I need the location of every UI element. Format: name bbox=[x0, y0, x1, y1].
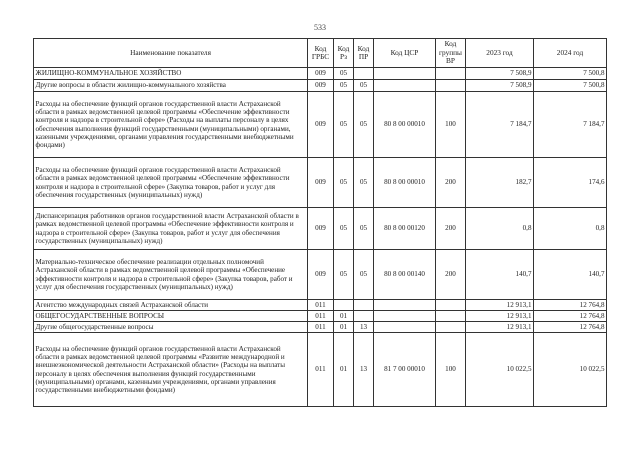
row-csr: 81 7 00 00010 bbox=[374, 333, 436, 407]
row-csr bbox=[374, 322, 436, 333]
row-rz: 05 bbox=[334, 158, 354, 208]
row-vr: 100 bbox=[436, 333, 466, 407]
row-csr bbox=[374, 68, 436, 80]
row-grbs: 009 bbox=[308, 68, 334, 80]
row-2023: 12 913,1 bbox=[466, 311, 534, 322]
row-rz: 05 bbox=[334, 92, 354, 158]
row-name: Расходы на обеспечение функций органов государственной власти Астраханской области в рамках ведомственной целевой программы «Обеспечение эффективности контроля и надзора в строительной сфере» (Закупка товаров, работ и услуг для обеспечения государственных (муниципальных) нужд) bbox=[34, 158, 308, 208]
row-name: Материально-техническое обеспечение реализации отдельных полномочий Астраханской области в рамках ведомственной целевой программы «Обеспечение эффективности контроля и надзора в строительной сфере» (Закупка товаров, работ и услуг для обеспечения государственных (муниципальных) нужд) bbox=[34, 250, 308, 300]
row-grbs: 011 bbox=[308, 311, 334, 322]
table-row bbox=[34, 333, 607, 407]
row-pr: 13 bbox=[354, 333, 374, 407]
row-csr: 80 8 00 00010 bbox=[374, 158, 436, 208]
row-2024: 7 500,8 bbox=[534, 80, 607, 92]
row-grbs: 009 bbox=[308, 208, 334, 250]
row-csr: 80 8 00 00140 bbox=[374, 250, 436, 300]
row-2023: 7 508,9 bbox=[466, 80, 534, 92]
table-row bbox=[34, 322, 607, 333]
row-name: Расходы на обеспечение функций органов государственной власти Астраханской области в рамках ведомственной целевой программы «Развитие международной и внешнеэкономической деятельности Астраханской области» (Расходы на выплаты персоналу в целях обеспечения выполнения функций государственными (муниципальными) органами, казенными учреждениями, органами управления государственными внебюджетными фондами) bbox=[34, 333, 308, 407]
row-pr bbox=[354, 68, 374, 80]
row-vr bbox=[436, 322, 466, 333]
row-csr: 80 8 00 00010 bbox=[374, 92, 436, 158]
table-row bbox=[34, 208, 607, 250]
row-pr: 05 bbox=[354, 92, 374, 158]
row-rz: 01 bbox=[334, 333, 354, 407]
row-pr: 05 bbox=[354, 208, 374, 250]
table-row bbox=[34, 80, 607, 92]
table-row bbox=[34, 250, 607, 300]
row-vr bbox=[436, 300, 466, 311]
header-row bbox=[34, 39, 607, 68]
row-2024: 12 764,8 bbox=[534, 311, 607, 322]
row-2023: 7 508,9 bbox=[466, 68, 534, 80]
row-vr bbox=[436, 311, 466, 322]
row-2024: 12 764,8 bbox=[534, 322, 607, 333]
row-pr bbox=[354, 300, 374, 311]
row-pr: 13 bbox=[354, 322, 374, 333]
row-vr bbox=[436, 68, 466, 80]
header-2024: 2024 год bbox=[534, 39, 607, 68]
row-name: Агентство международных связей Астраханской области bbox=[34, 300, 308, 311]
row-grbs: 009 bbox=[308, 158, 334, 208]
row-name: ОБЩЕГОСУДАРСТВЕННЫЕ ВОПРОСЫ bbox=[34, 311, 308, 322]
row-2024: 140,7 bbox=[534, 250, 607, 300]
row-name: Другие вопросы в области жилищно-коммунального хозяйства bbox=[34, 80, 308, 92]
row-2024: 7 500,8 bbox=[534, 68, 607, 80]
table-row bbox=[34, 158, 607, 208]
header-pr: Код ПР bbox=[354, 39, 374, 68]
row-csr bbox=[374, 311, 436, 322]
row-2023: 12 913,1 bbox=[466, 322, 534, 333]
row-rz: 05 bbox=[334, 80, 354, 92]
table-row bbox=[34, 311, 607, 322]
row-2024: 174,6 bbox=[534, 158, 607, 208]
row-name: Другие общегосударственные вопросы bbox=[34, 322, 308, 333]
row-grbs: 011 bbox=[308, 333, 334, 407]
row-grbs: 011 bbox=[308, 300, 334, 311]
header-name: Наименование показателя bbox=[34, 39, 308, 68]
header-vr: Код группы ВР bbox=[436, 39, 466, 68]
row-2023: 12 913,1 bbox=[466, 300, 534, 311]
row-2023: 7 184,7 bbox=[466, 92, 534, 158]
row-rz: 05 bbox=[334, 68, 354, 80]
row-rz: 01 bbox=[334, 322, 354, 333]
table-row bbox=[34, 68, 607, 80]
row-name: Расходы на обеспечение функций органов государственной власти Астраханской области в рамках ведомственной целевой программы «Обеспечение эффективности контроля и надзора в строительной сфере» (Расходы на выплаты персоналу в целях обеспечения выполнения функций государственными (муниципальными) органами, казенными учреждениями, органами управления государственными внебюджетными фондами) bbox=[34, 92, 308, 158]
page-number: 533 bbox=[314, 23, 326, 32]
row-vr: 200 bbox=[436, 158, 466, 208]
table-row bbox=[34, 300, 607, 311]
row-2024: 0,8 bbox=[534, 208, 607, 250]
row-rz: 01 bbox=[334, 311, 354, 322]
row-2024: 10 022,5 bbox=[534, 333, 607, 407]
row-2023: 0,8 bbox=[466, 208, 534, 250]
row-pr: 05 bbox=[354, 158, 374, 208]
row-pr: 05 bbox=[354, 80, 374, 92]
row-rz bbox=[334, 300, 354, 311]
row-name: Диспансеризация работников органов государственной власти Астраханской области в рамках ведомственной целевой программы «Обеспечение эффективности контроля и надзора в строительной сфере» (Закупка товаров, работ и услуг для обеспечения государственных (муниципальных) нужд) bbox=[34, 208, 308, 250]
header-grbs: Код ГРБС bbox=[308, 39, 334, 68]
row-vr: 200 bbox=[436, 208, 466, 250]
header-2023: 2023 год bbox=[466, 39, 534, 68]
header-csr: Код ЦСР bbox=[374, 39, 436, 68]
budget-table bbox=[33, 38, 607, 407]
row-grbs: 011 bbox=[308, 322, 334, 333]
row-csr bbox=[374, 80, 436, 92]
row-csr bbox=[374, 300, 436, 311]
header-rz: Код Рз bbox=[334, 39, 354, 68]
row-grbs: 009 bbox=[308, 92, 334, 158]
row-vr: 100 bbox=[436, 92, 466, 158]
row-grbs: 009 bbox=[308, 250, 334, 300]
row-2024: 12 764,8 bbox=[534, 300, 607, 311]
row-rz: 05 bbox=[334, 208, 354, 250]
table-row bbox=[34, 92, 607, 158]
row-vr bbox=[436, 80, 466, 92]
row-name: ЖИЛИЩНО-КОММУНАЛЬНОЕ ХОЗЯЙСТВО bbox=[34, 68, 308, 80]
row-pr: 05 bbox=[354, 250, 374, 300]
row-2023: 140,7 bbox=[466, 250, 534, 300]
row-csr: 80 8 00 00120 bbox=[374, 208, 436, 250]
row-rz: 05 bbox=[334, 250, 354, 300]
row-2024: 7 184,7 bbox=[534, 92, 607, 158]
row-2023: 10 022,5 bbox=[466, 333, 534, 407]
row-vr: 200 bbox=[436, 250, 466, 300]
row-pr bbox=[354, 311, 374, 322]
row-grbs: 009 bbox=[308, 80, 334, 92]
row-2023: 182,7 bbox=[466, 158, 534, 208]
